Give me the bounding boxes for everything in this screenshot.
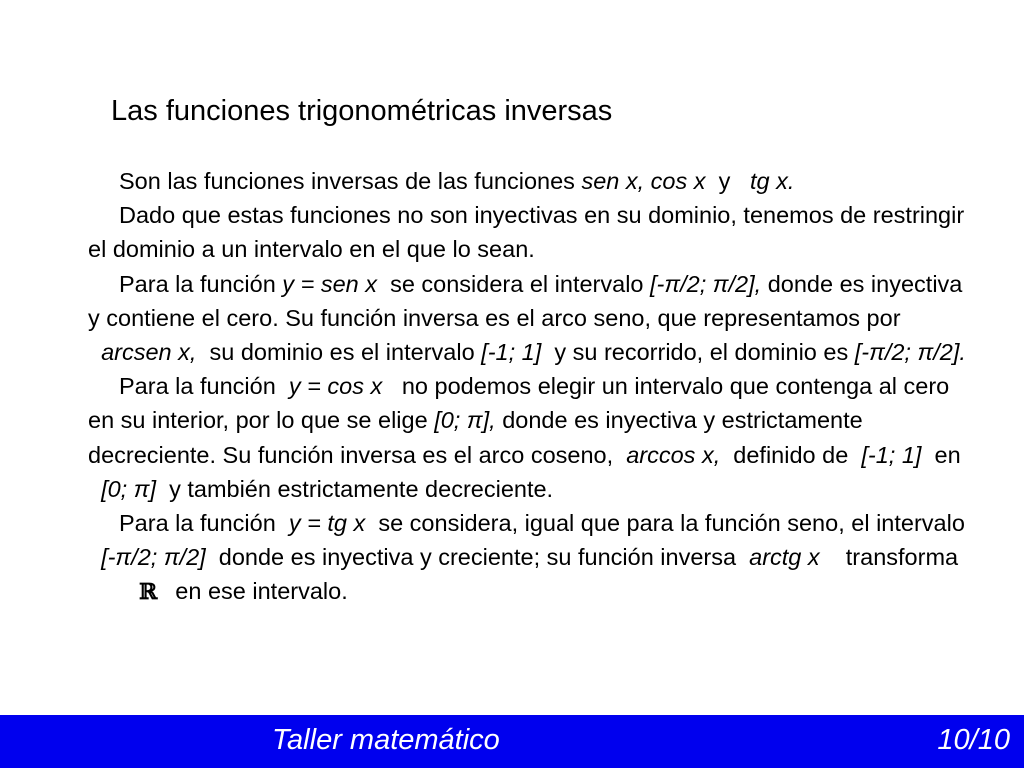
text-span: y también estrictamente decreciente.: [169, 475, 554, 502]
italic-expression: [-1; 1]: [481, 339, 542, 366]
real-numbers-icon: ℝ: [139, 579, 158, 606]
italic-expression: [0; π],: [434, 407, 496, 434]
text-span: se considera, igual que para la función seno, el intervalo: [378, 510, 965, 537]
text-span: definido de: [733, 441, 849, 468]
paragraph-arccos: [88, 369, 968, 506]
text-span: transforma: [845, 544, 959, 571]
text-span: en: [934, 441, 961, 468]
text-span: Para la función: [119, 373, 276, 400]
italic-expression: [0; π]: [101, 475, 156, 502]
italic-expression: arcsen x,: [101, 339, 197, 366]
text-span: donde es inyectiva y contiene el cero. Su función inversa es el arco seno, que representamos por: [88, 270, 963, 331]
italic-expression: [-π/2; π/2]: [101, 544, 206, 571]
italic-expression: [-1; 1]: [861, 441, 922, 468]
italic-expression: y = cos x: [288, 373, 383, 400]
text-span: no podemos elegir un intervalo que contenga al cero en su interior, por lo que se elige: [88, 373, 950, 434]
italic-expression: arccos x,: [626, 441, 721, 468]
slide-title: Las funciones trigonométricas inversas: [111, 95, 613, 127]
text-span: donde es inyectiva y creciente; su función inversa: [218, 544, 737, 571]
text-span: y: [718, 168, 731, 194]
footer-title: Taller matemático: [272, 724, 500, 756]
text-span: su dominio es el intervalo: [209, 339, 482, 366]
slide-body: [88, 164, 968, 609]
italic-expression: y = tg x: [288, 510, 366, 537]
text-span: donde es inyectiva y estrictamente decreciente. Su función inversa es el arco coseno,: [88, 407, 863, 468]
text-span: en ese intervalo.: [175, 578, 348, 605]
text-span: Para la función: [119, 510, 276, 537]
text-span: Dado que estas funciones no son inyectivas en su dominio, tenemos de restringir el dominio a un intervalo en el que lo sean.: [88, 202, 965, 263]
page-number: 10/10: [937, 724, 1010, 756]
italic-expression: sen x, cos x: [581, 168, 706, 194]
text-span: Para la función: [119, 270, 283, 297]
italic-expression: [-π/2; π/2],: [650, 270, 762, 297]
italic-expression: arctg x: [749, 544, 820, 571]
paragraph-intro: [88, 164, 968, 198]
paragraph-arctg: [88, 506, 968, 609]
italic-expression: [-π/2; π/2].: [854, 339, 966, 366]
text-span: se considera el intervalo: [390, 270, 651, 297]
paragraph-restriction: [88, 198, 968, 266]
italic-expression: tg x.: [749, 168, 795, 194]
footer-bar: [0, 715, 1024, 768]
text-span: y su recorrido, el dominio es: [554, 339, 855, 366]
text-span: Son las funciones inversas de las funciones: [119, 168, 582, 194]
italic-expression: y = sen x: [282, 270, 377, 297]
paragraph-arcsen: [88, 267, 968, 370]
